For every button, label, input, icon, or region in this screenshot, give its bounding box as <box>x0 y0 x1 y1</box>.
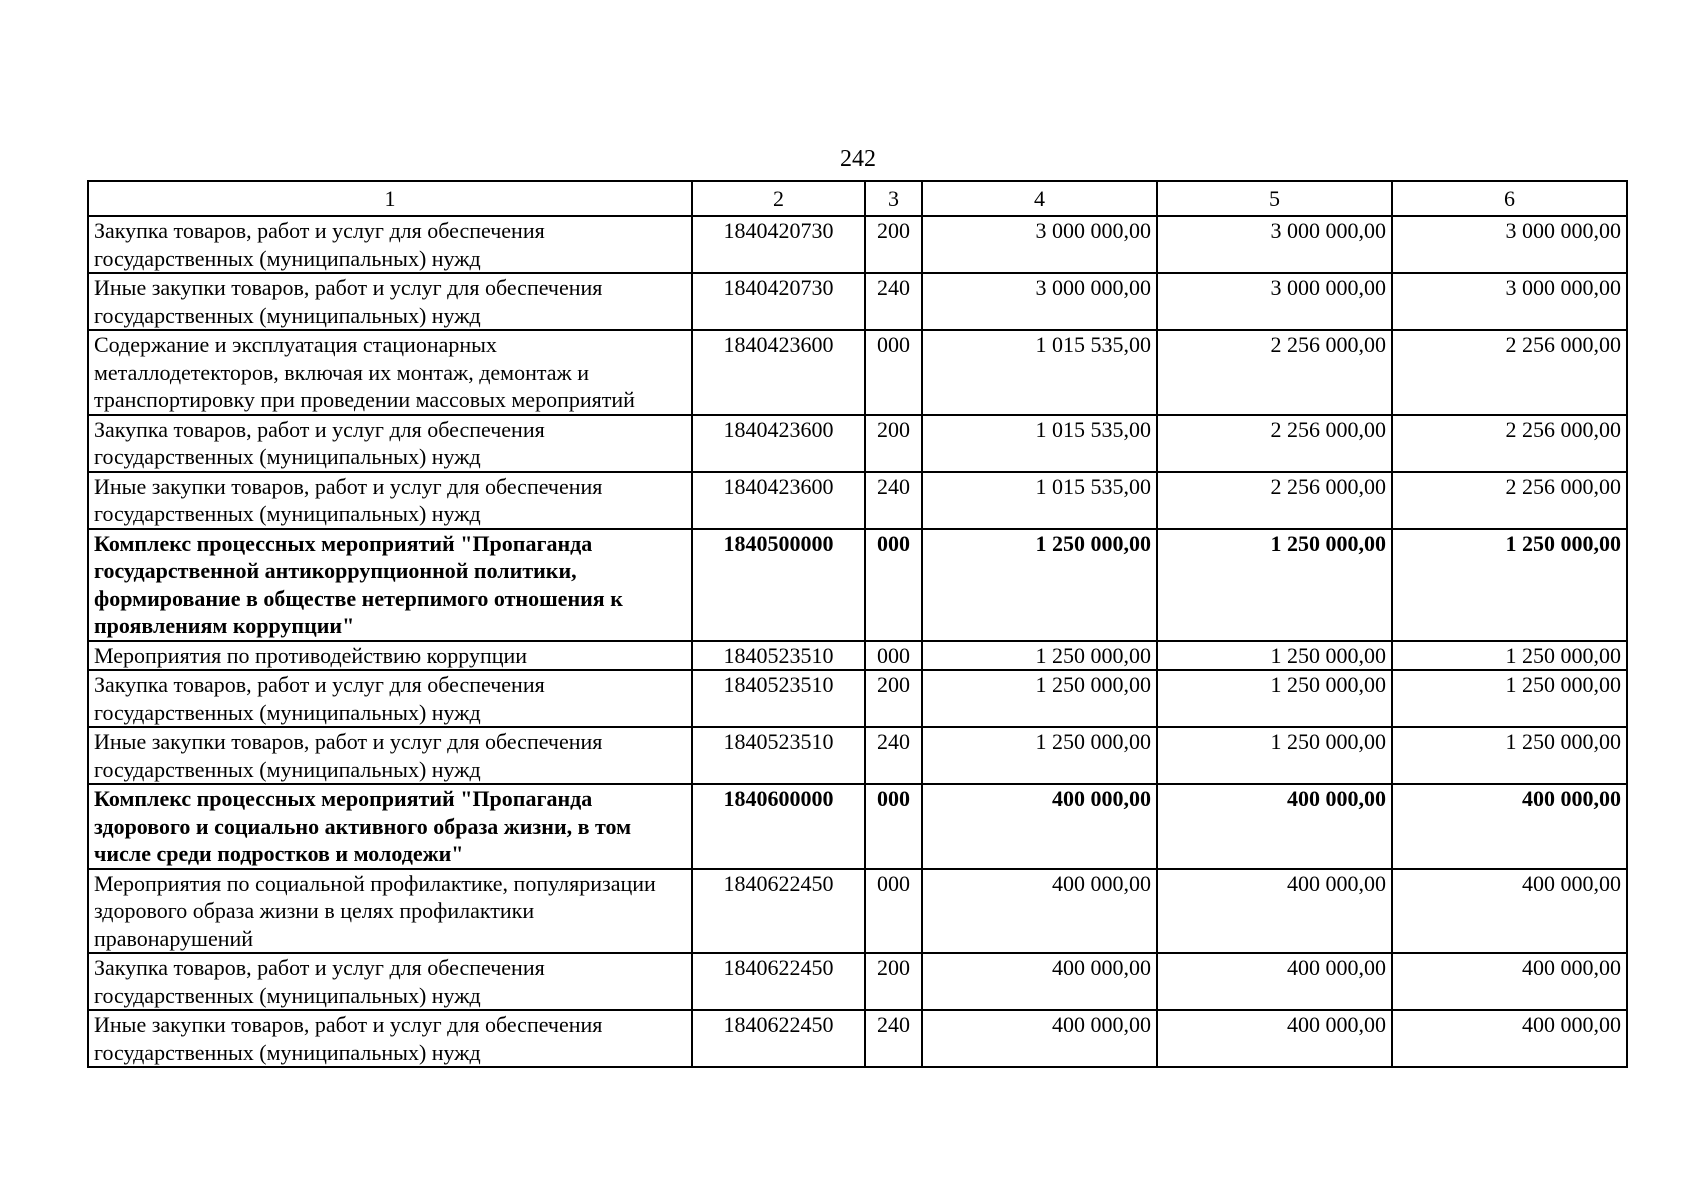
row-code: 1840600000 <box>692 784 865 869</box>
row-amount-5: 400 000,00 <box>1157 1010 1392 1067</box>
row-name: Иные закупки товаров, работ и услуг для обеспечения государственных (муниципальных) нужд <box>88 1010 692 1067</box>
row-kind: 200 <box>865 216 922 273</box>
row-amount-6: 1 250 000,00 <box>1392 529 1627 641</box>
row-amount-6: 2 256 000,00 <box>1392 330 1627 415</box>
row-kind: 200 <box>865 953 922 1010</box>
row-amount-4: 1 250 000,00 <box>922 641 1157 671</box>
row-amount-4: 1 250 000,00 <box>922 670 1157 727</box>
row-amount-5: 1 250 000,00 <box>1157 670 1392 727</box>
row-amount-4: 3 000 000,00 <box>922 216 1157 273</box>
table-row <box>88 869 1627 954</box>
row-amount-5: 2 256 000,00 <box>1157 330 1392 415</box>
row-amount-4: 400 000,00 <box>922 869 1157 954</box>
row-code: 1840523510 <box>692 641 865 671</box>
row-kind: 240 <box>865 273 922 330</box>
row-amount-6: 3 000 000,00 <box>1392 273 1627 330</box>
row-amount-4: 1 250 000,00 <box>922 727 1157 784</box>
row-code: 1840500000 <box>692 529 865 641</box>
row-amount-6: 2 256 000,00 <box>1392 415 1627 472</box>
table-row <box>88 670 1627 727</box>
row-name: Комплекс процессных мероприятий "Пропаганда здорового и социально активного образа жизни, в том числе среди подростков и молодежи" <box>88 784 692 869</box>
row-amount-5: 400 000,00 <box>1157 953 1392 1010</box>
row-amount-4: 400 000,00 <box>922 1010 1157 1067</box>
table-row <box>88 727 1627 784</box>
row-amount-4: 1 015 535,00 <box>922 415 1157 472</box>
row-code: 1840523510 <box>692 670 865 727</box>
row-amount-5: 2 256 000,00 <box>1157 415 1392 472</box>
row-amount-5: 1 250 000,00 <box>1157 641 1392 671</box>
row-amount-5: 400 000,00 <box>1157 869 1392 954</box>
row-code: 1840622450 <box>692 869 865 954</box>
row-amount-4: 1 015 535,00 <box>922 472 1157 529</box>
row-kind: 200 <box>865 415 922 472</box>
row-name: Содержание и эксплуатация стационарных металлодетекторов, включая их монтаж, демонтаж и транспортировку при проведении массовых мероприятий <box>88 330 692 415</box>
table-row <box>88 216 1627 273</box>
row-amount-5: 3 000 000,00 <box>1157 216 1392 273</box>
row-amount-5: 3 000 000,00 <box>1157 273 1392 330</box>
table-row <box>88 330 1627 415</box>
row-kind: 240 <box>865 727 922 784</box>
row-name: Закупка товаров, работ и услуг для обеспечения государственных (муниципальных) нужд <box>88 953 692 1010</box>
row-kind: 000 <box>865 869 922 954</box>
table-row <box>88 1010 1627 1067</box>
table-row <box>88 415 1627 472</box>
row-name: Закупка товаров, работ и услуг для обеспечения государственных (муниципальных) нужд <box>88 415 692 472</box>
row-code: 1840622450 <box>692 953 865 1010</box>
row-amount-6: 400 000,00 <box>1392 953 1627 1010</box>
row-code: 1840622450 <box>692 1010 865 1067</box>
header-row <box>88 181 1627 216</box>
row-name: Закупка товаров, работ и услуг для обеспечения государственных (муниципальных) нужд <box>88 216 692 273</box>
row-amount-5: 400 000,00 <box>1157 784 1392 869</box>
row-amount-4: 400 000,00 <box>922 784 1157 869</box>
header-col-4: 4 <box>922 181 1157 216</box>
row-kind: 000 <box>865 330 922 415</box>
row-name: Иные закупки товаров, работ и услуг для обеспечения государственных (муниципальных) нужд <box>88 472 692 529</box>
table-row <box>88 641 1627 671</box>
row-name: Закупка товаров, работ и услуг для обеспечения государственных (муниципальных) нужд <box>88 670 692 727</box>
row-kind: 200 <box>865 670 922 727</box>
row-amount-4: 1 250 000,00 <box>922 529 1157 641</box>
header-col-3: 3 <box>865 181 922 216</box>
budget-table <box>87 180 1628 1068</box>
row-amount-6: 3 000 000,00 <box>1392 216 1627 273</box>
row-kind: 240 <box>865 1010 922 1067</box>
row-code: 1840420730 <box>692 273 865 330</box>
row-amount-5: 1 250 000,00 <box>1157 727 1392 784</box>
row-code: 1840423600 <box>692 415 865 472</box>
row-amount-4: 1 015 535,00 <box>922 330 1157 415</box>
row-kind: 240 <box>865 472 922 529</box>
row-amount-6: 1 250 000,00 <box>1392 727 1627 784</box>
row-amount-6: 400 000,00 <box>1392 1010 1627 1067</box>
header-col-5: 5 <box>1157 181 1392 216</box>
header-col-2: 2 <box>692 181 865 216</box>
table-row-section <box>88 784 1627 869</box>
page-number: 242 <box>840 146 876 172</box>
row-amount-6: 400 000,00 <box>1392 784 1627 869</box>
row-kind: 000 <box>865 641 922 671</box>
row-name: Иные закупки товаров, работ и услуг для обеспечения государственных (муниципальных) нужд <box>88 727 692 784</box>
row-amount-4: 400 000,00 <box>922 953 1157 1010</box>
row-amount-6: 2 256 000,00 <box>1392 472 1627 529</box>
row-amount-6: 1 250 000,00 <box>1392 641 1627 671</box>
row-code: 1840523510 <box>692 727 865 784</box>
header-col-6: 6 <box>1392 181 1627 216</box>
header-col-1: 1 <box>88 181 692 216</box>
table-row-section <box>88 529 1627 641</box>
row-code: 1840423600 <box>692 472 865 529</box>
row-amount-6: 1 250 000,00 <box>1392 670 1627 727</box>
row-kind: 000 <box>865 529 922 641</box>
table-row <box>88 472 1627 529</box>
row-name: Иные закупки товаров, работ и услуг для обеспечения государственных (муниципальных) нужд <box>88 273 692 330</box>
row-name: Мероприятия по социальной профилактике, популяризации здорового образа жизни в целях профилактики правонарушений <box>88 869 692 954</box>
row-code: 1840420730 <box>692 216 865 273</box>
row-name: Комплекс процессных мероприятий "Пропаганда государственной антикоррупционной политики, формирование в обществе нетерпимого отношения к проявлениям коррупции" <box>88 529 692 641</box>
row-code: 1840423600 <box>692 330 865 415</box>
row-amount-5: 2 256 000,00 <box>1157 472 1392 529</box>
row-amount-6: 400 000,00 <box>1392 869 1627 954</box>
row-name: Мероприятия по противодействию коррупции <box>88 641 692 671</box>
table-row <box>88 273 1627 330</box>
table-row <box>88 953 1627 1010</box>
row-kind: 000 <box>865 784 922 869</box>
row-amount-5: 1 250 000,00 <box>1157 529 1392 641</box>
row-amount-4: 3 000 000,00 <box>922 273 1157 330</box>
